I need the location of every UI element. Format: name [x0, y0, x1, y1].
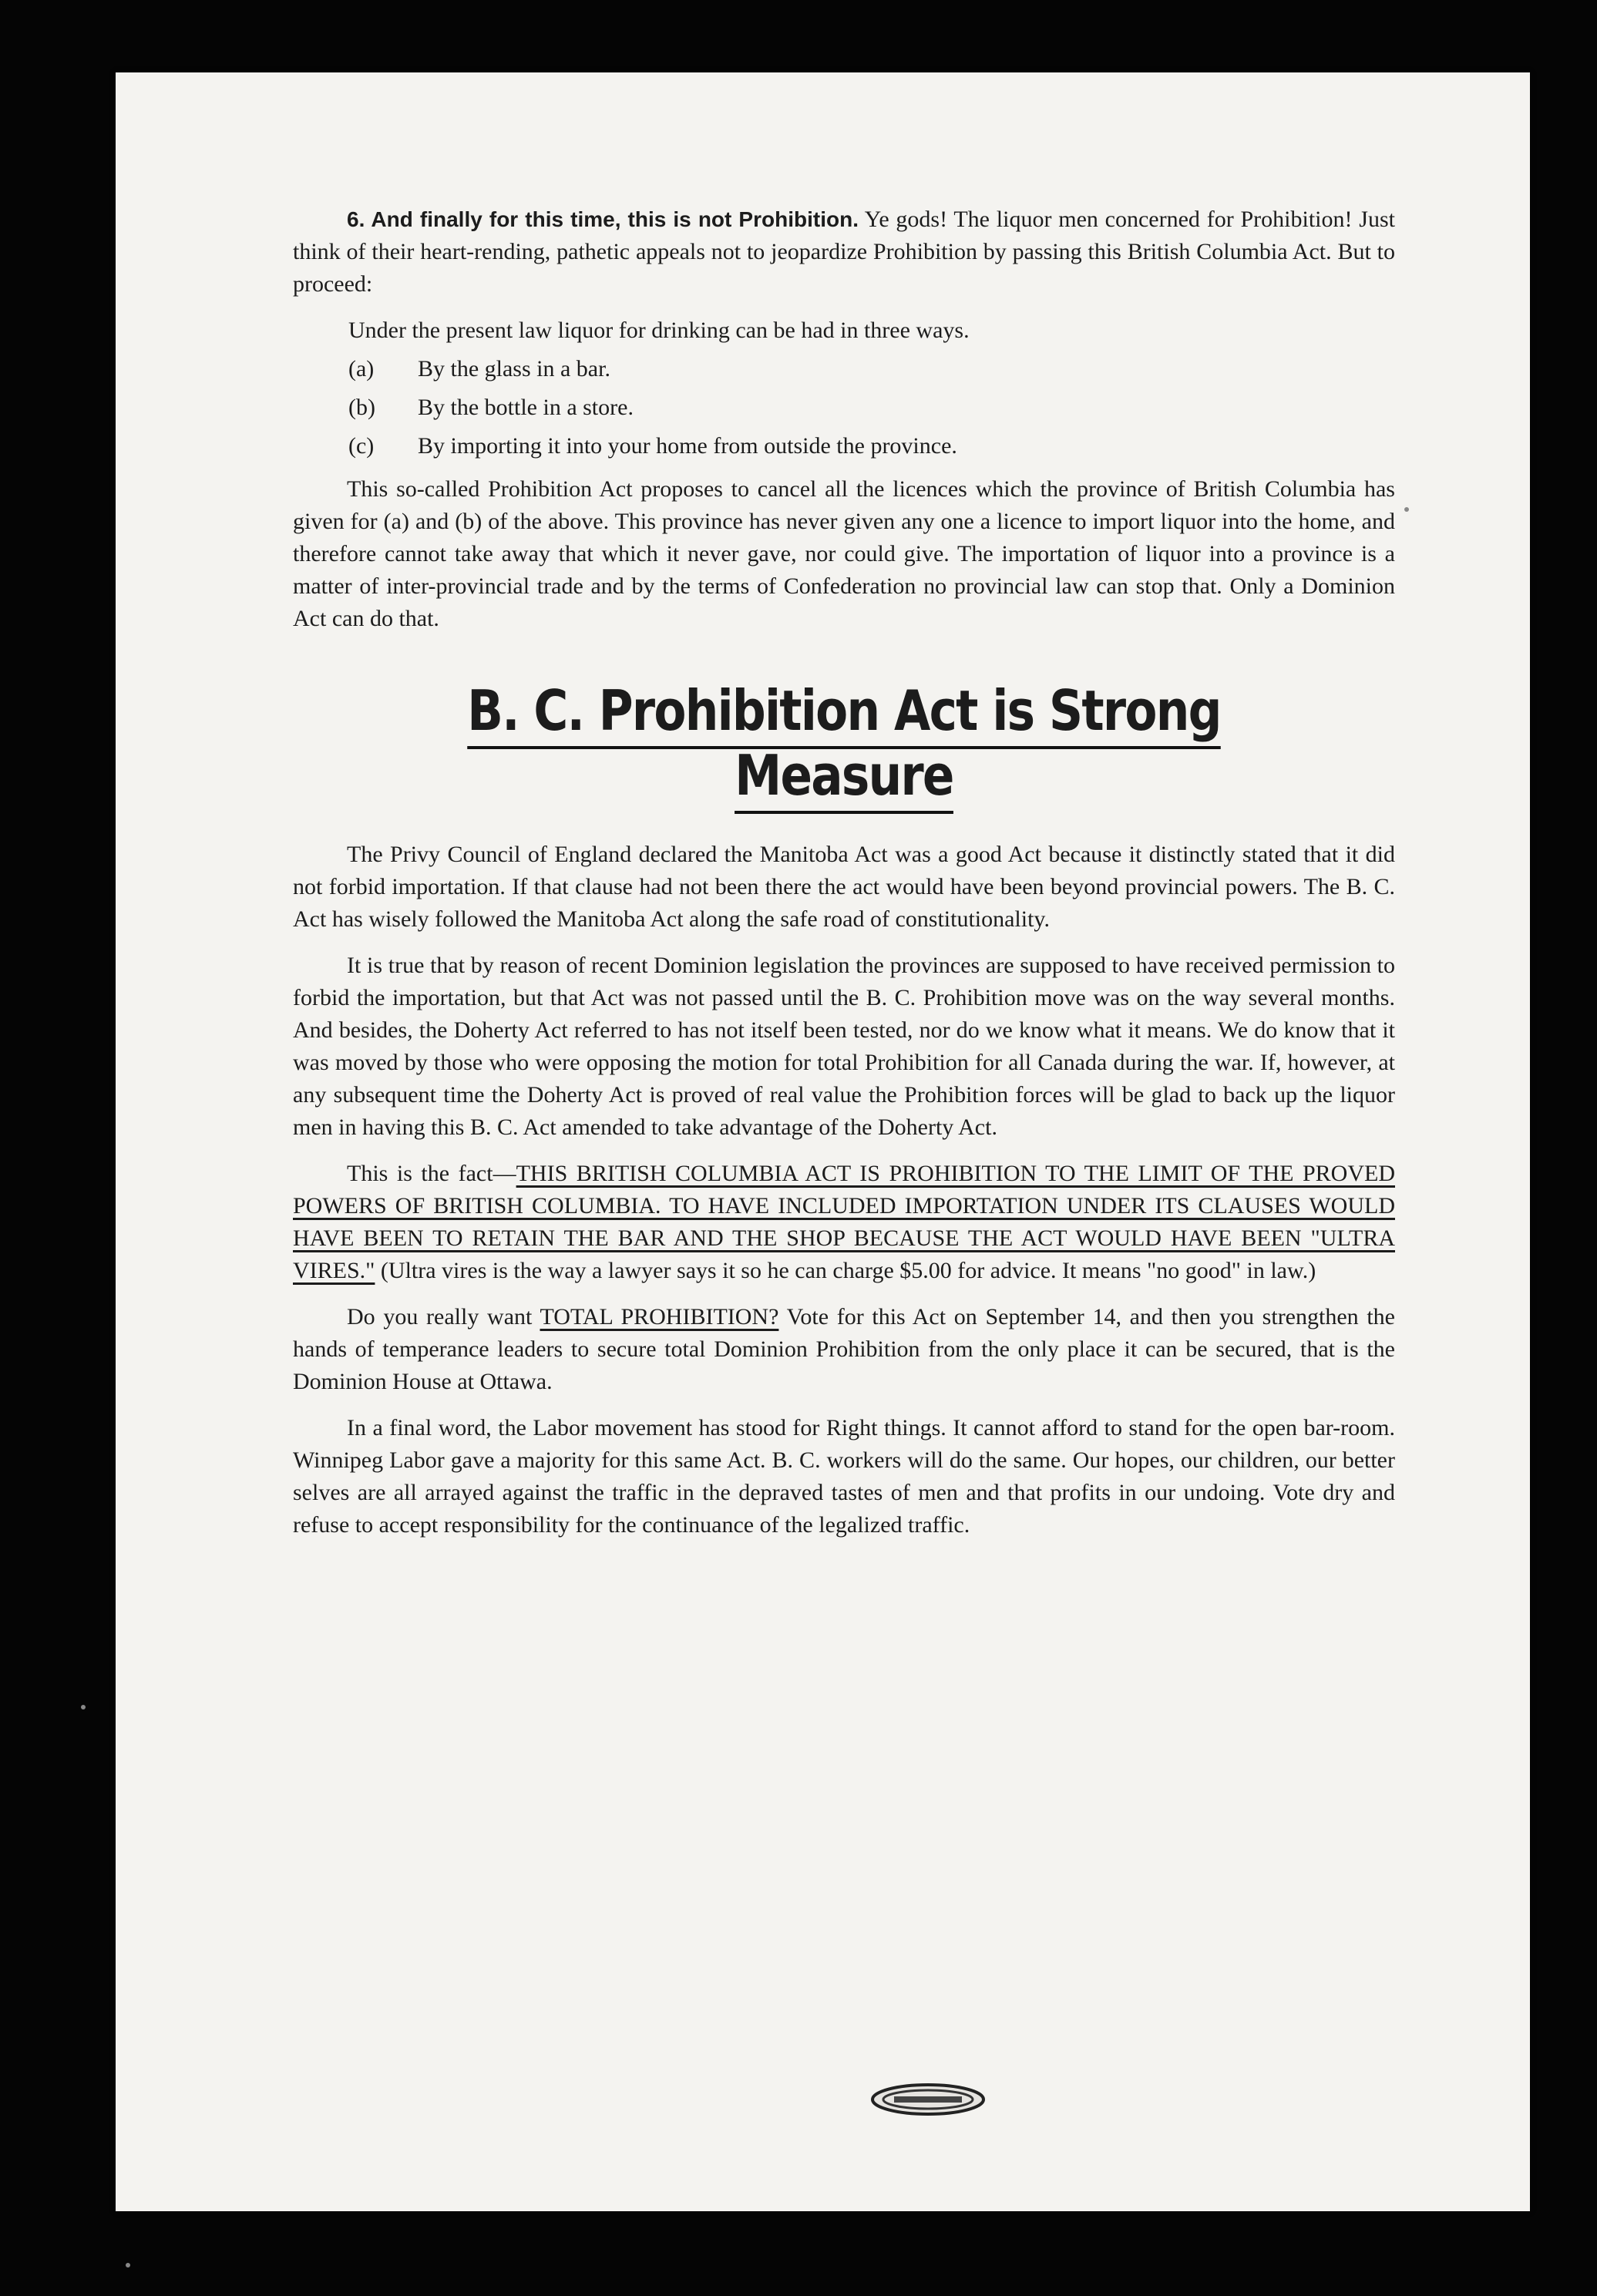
document-body [293, 203, 1395, 1555]
final-word-paragraph: In a final word, the Labor movement has stood for Right things. It cannot afford to stand for the open bar-room. Winnipeg Labor gave a majority for this same Act. B. C. workers will do the same. Our hopes, our children, our better selves are all arrayed against the traffic in the depraved tastes of men and that profits in our undoing. Vote dry and refuse to accept responsibility for the continuance of the legalized traffic. [293, 1415, 1395, 1538]
point-6-lead: 6. And finally for this time, this is not Prohibition. [347, 207, 859, 231]
list-text: By importing it into your home from outside the province. [418, 433, 957, 459]
fact-caps-statement: THIS BRITISH COLUMBIA ACT IS PROHIBITION TO THE LIMIT OF THE PROVED POWERS OF BRITISH COLUMBIA. TO HAVE INCLUDED IMPORTATION UNDER ITS CLAUSES WOULD HAVE BEEN TO RETAIN THE BAR AND THE SHOP BECAUSE THE ACT WOULD HAVE BEEN "ULTRA VIRES." [293, 1161, 1395, 1283]
list-item [293, 353, 1395, 385]
fact-lead: This is the fact— [347, 1161, 516, 1186]
privy-council-paragraph: The Privy Council of England declared the Manitoba Act was a good Act because it distinctly stated that it did not forbid importation. If that clause had not been there the act would have been beyond provincial powers. The B. C. Act has wisely followed the Manitoba Act along the safe road of constitutionality. [293, 842, 1395, 932]
list-text: By the glass in a bar. [418, 356, 610, 382]
doherty-act-paragraph: It is true that by reason of recent Dominion legislation the provinces are supposed to have received permission to forbid the importation, but that Act was not passed until the B. C. Prohibition move was on the way several months. And besides, the Doherty Act referred to has not itself been tested, nor do we know what it means. We do know that it was moved by those who were opposing the motion for total Prohibition for all Canada during the war. If, however, at any subsequent time the Doherty Act is proved of real value the Prohibition forces will be glad to back up the liquor men in having this B. C. Act amended to take advantage of the Doherty Act. [293, 953, 1395, 1140]
speck [1404, 507, 1409, 512]
speck [126, 2263, 130, 2267]
total-prohibition-paragraph [293, 1301, 1395, 1398]
union-label-emblem [871, 2083, 985, 2116]
three-ways-intro: Under the present law liquor for drinking can be had in three ways. [348, 318, 970, 343]
list-text: By the bottle in a store. [418, 395, 634, 420]
fact-tail: (Ultra vires is the way a lawyer says it so he can charge $5.00 for advice. It means "no good" in law.) [375, 1258, 1316, 1283]
list-letter: (b) [348, 395, 375, 420]
so-called-act-paragraph: This so-called Prohibition Act proposes to cancel all the licences which the province of British Columbia has given for (a) and (b) of the above. This province has never given any one a licence to import liquor into the home, and therefore cannot take away that which it never gave, nor could give. The importation of liquor into a province is a matter of inter-provincial trade and by the terms of Confederation no provincial law can stop that. Only a Dominion Act can do that. [293, 476, 1395, 631]
headline-text: B. C. Prohibition Act is Strong Measure [467, 678, 1220, 814]
fact-paragraph [293, 1158, 1395, 1287]
total-prohibition-tail: Vote for this Act on September 14, and then you strengthen the hands of temperance leaders to secure total Dominion Prohibition from the only place it can be secured, that is the Dominion House at Ottawa. [293, 1304, 1395, 1394]
point-6-paragraph [293, 203, 1395, 301]
total-prohibition-lead: Do you really want [347, 1304, 540, 1330]
list-item [293, 430, 1395, 462]
list-letter: (a) [348, 356, 375, 382]
list-letter: (c) [348, 433, 375, 459]
list-item [293, 392, 1395, 424]
point-6-text: Ye gods! The liquor men concerned for Prohibition! Just think of their heart-rending, pathetic appeals not to jeopardize Prohibition by passing this British Columbia Act. But to proceed: [293, 207, 1395, 297]
document-page [116, 72, 1530, 2211]
headline [375, 678, 1313, 808]
speck [81, 1705, 86, 1709]
total-prohibition-emphasis: TOTAL PROHIBITION? [540, 1304, 779, 1330]
